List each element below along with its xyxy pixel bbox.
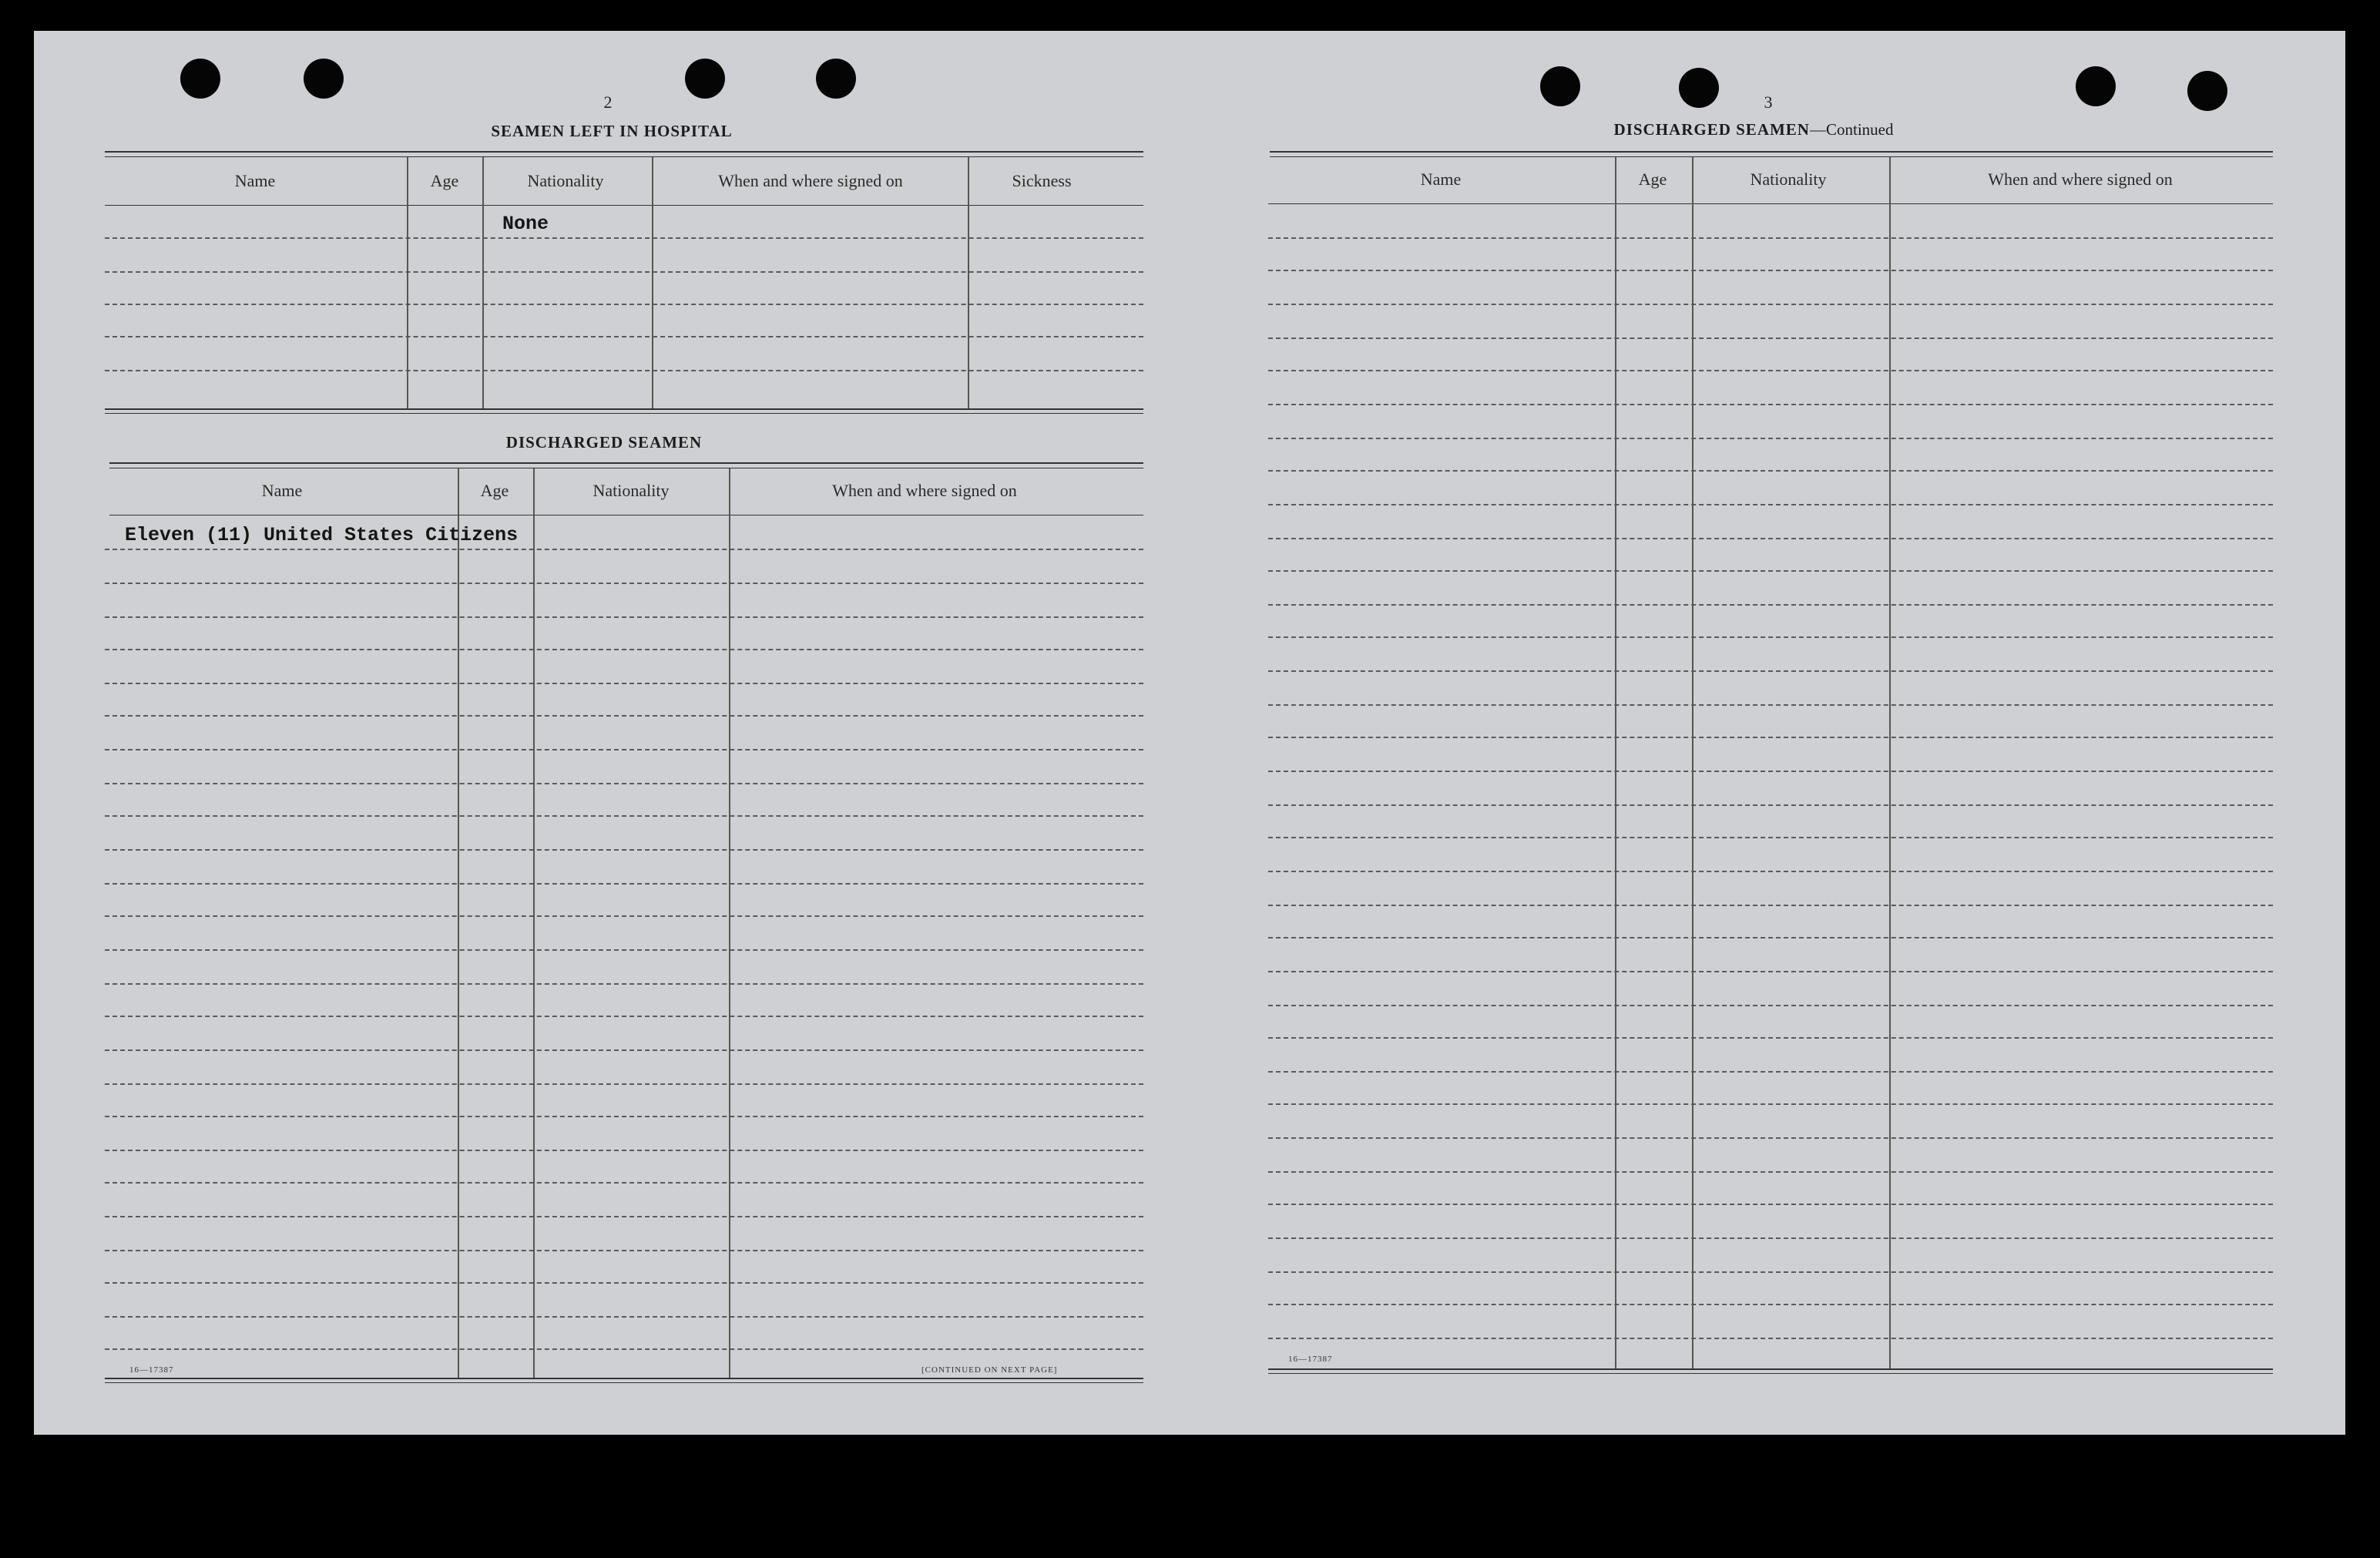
hospital-col-when-where: When and where signed on [718, 171, 903, 190]
column-divider [729, 468, 730, 1378]
row-line [1268, 304, 2273, 305]
discharged-section-title: DISCHARGED SEAMEN [505, 433, 703, 452]
row-line [1268, 404, 2273, 405]
row-line [105, 1016, 1143, 1017]
row-line [105, 271, 1143, 273]
punch-hole [304, 59, 344, 99]
row-line [105, 715, 1143, 717]
page-number-left: 2 [603, 92, 613, 112]
row-line [1268, 804, 2273, 806]
discharged-continued-title-main: DISCHARGED SEAMEN [1613, 120, 1810, 139]
right-col-name: Name [1420, 170, 1462, 189]
discharged-table-bottom-rule [105, 1382, 1143, 1383]
row-line [105, 336, 1143, 337]
row-line [105, 1049, 1143, 1051]
row-line [1268, 438, 2273, 439]
row-line [1268, 370, 2273, 371]
row-line [1268, 1071, 2273, 1073]
row-line [1268, 237, 2273, 239]
page-number-right: 3 [1764, 92, 1773, 112]
row-line [105, 549, 1143, 550]
discharged-continued-title-suffix: —Continued [1809, 120, 1894, 139]
row-line [1268, 504, 2273, 505]
row-line [1268, 905, 2273, 906]
punch-hole [2187, 71, 2227, 111]
row-line [105, 783, 1143, 784]
punch-hole [1540, 66, 1580, 106]
row-line [1268, 837, 2273, 838]
row-line [105, 1150, 1143, 1151]
row-line [1268, 1005, 2273, 1006]
row-line [105, 583, 1143, 584]
row-line [105, 883, 1143, 885]
row-line [105, 1348, 1143, 1350]
hospital-table-bottom-rule [105, 408, 1143, 410]
column-divider [652, 157, 653, 408]
row-line [1268, 337, 2273, 339]
hospital-section-title: SEAMEN LEFT IN HOSPITAL [491, 122, 733, 140]
right-table-bottom-rule [1268, 1368, 2273, 1370]
row-line [1268, 871, 2273, 872]
column-divider [1615, 157, 1616, 1368]
document-sheet [34, 31, 2345, 1435]
hospital-table-top-rule [105, 151, 1143, 153]
row-line [105, 1216, 1143, 1217]
form-number-left: 16—17387 [129, 1365, 174, 1375]
hospital-col-sickness: Sickness [1012, 171, 1072, 190]
column-divider [968, 157, 969, 408]
discharged-table-bottom-rule [105, 1378, 1143, 1379]
row-line [1268, 1171, 2273, 1173]
column-divider [458, 468, 459, 1378]
punch-hole [816, 59, 856, 99]
punch-hole [685, 59, 725, 99]
discharged-col-nationality: Nationality [592, 481, 670, 500]
row-line [105, 815, 1143, 817]
discharged-continued-title [1614, 120, 1894, 139]
hospital-header-rule [105, 205, 1143, 206]
hospital-col-age: Age [430, 171, 459, 190]
row-line [1268, 937, 2273, 938]
row-line [105, 237, 1143, 239]
row-line [1268, 971, 2273, 972]
row-line [105, 1282, 1143, 1284]
discharged-col-when-where: When and where signed on [832, 481, 1017, 500]
row-line [1268, 1304, 2273, 1305]
row-line [105, 749, 1143, 750]
right-header-rule [1268, 203, 2273, 204]
row-line [1268, 670, 2273, 672]
row-line [105, 983, 1143, 985]
discharged-table-top-rule [109, 462, 1143, 464]
row-line [1268, 570, 2273, 572]
punch-hole [180, 59, 220, 99]
hospital-col-nationality: Nationality [527, 171, 604, 190]
row-line [105, 683, 1143, 684]
discharged-col-age: Age [480, 481, 509, 500]
row-line [105, 370, 1143, 371]
row-line [1268, 1137, 2273, 1139]
row-line [1268, 636, 2273, 638]
row-line [1268, 1103, 2273, 1105]
row-line [105, 849, 1143, 851]
hospital-nationality-entry: None [502, 213, 549, 235]
row-line [105, 616, 1143, 618]
row-line [105, 1316, 1143, 1318]
column-divider [482, 157, 484, 408]
row-line [105, 304, 1143, 305]
column-divider [1889, 157, 1891, 1368]
row-line [1268, 1271, 2273, 1273]
row-line [105, 1182, 1143, 1184]
discharged-name-entry: Eleven (11) United States Citizens [125, 524, 519, 546]
hospital-col-name: Name [234, 171, 276, 190]
continued-note: [CONTINUED ON NEXT PAGE] [921, 1365, 1058, 1375]
row-line [105, 915, 1143, 917]
right-col-nationality: Nationality [1750, 170, 1827, 189]
row-line [1268, 270, 2273, 271]
column-divider [407, 157, 408, 408]
row-line [1268, 1338, 2273, 1339]
row-line [105, 949, 1143, 951]
row-line [105, 1083, 1143, 1085]
row-line [105, 1116, 1143, 1117]
right-table-bottom-rule [1268, 1373, 2273, 1374]
hospital-table-top-rule [105, 156, 1143, 157]
punch-hole [2076, 66, 2116, 106]
row-line [1268, 1204, 2273, 1205]
punch-hole [1679, 68, 1719, 108]
form-number-right: 16—17387 [1288, 1355, 1333, 1364]
row-line [105, 1250, 1143, 1251]
column-divider [1692, 157, 1694, 1368]
row-line [1268, 1037, 2273, 1039]
hospital-table-bottom-rule [105, 413, 1143, 414]
row-line [1268, 470, 2273, 472]
right-col-when-where: When and where signed on [1988, 170, 2173, 189]
right-table-top-rule [1270, 151, 2273, 153]
row-line [1268, 604, 2273, 606]
row-line [105, 649, 1143, 650]
row-line [1268, 737, 2273, 738]
right-col-age: Age [1638, 170, 1667, 189]
row-line [1268, 1237, 2273, 1239]
row-line [1268, 704, 2273, 706]
right-table-top-rule [1270, 156, 2273, 157]
row-line [1268, 771, 2273, 772]
row-line [1268, 538, 2273, 539]
column-divider [533, 468, 535, 1378]
discharged-col-name: Name [261, 481, 303, 500]
